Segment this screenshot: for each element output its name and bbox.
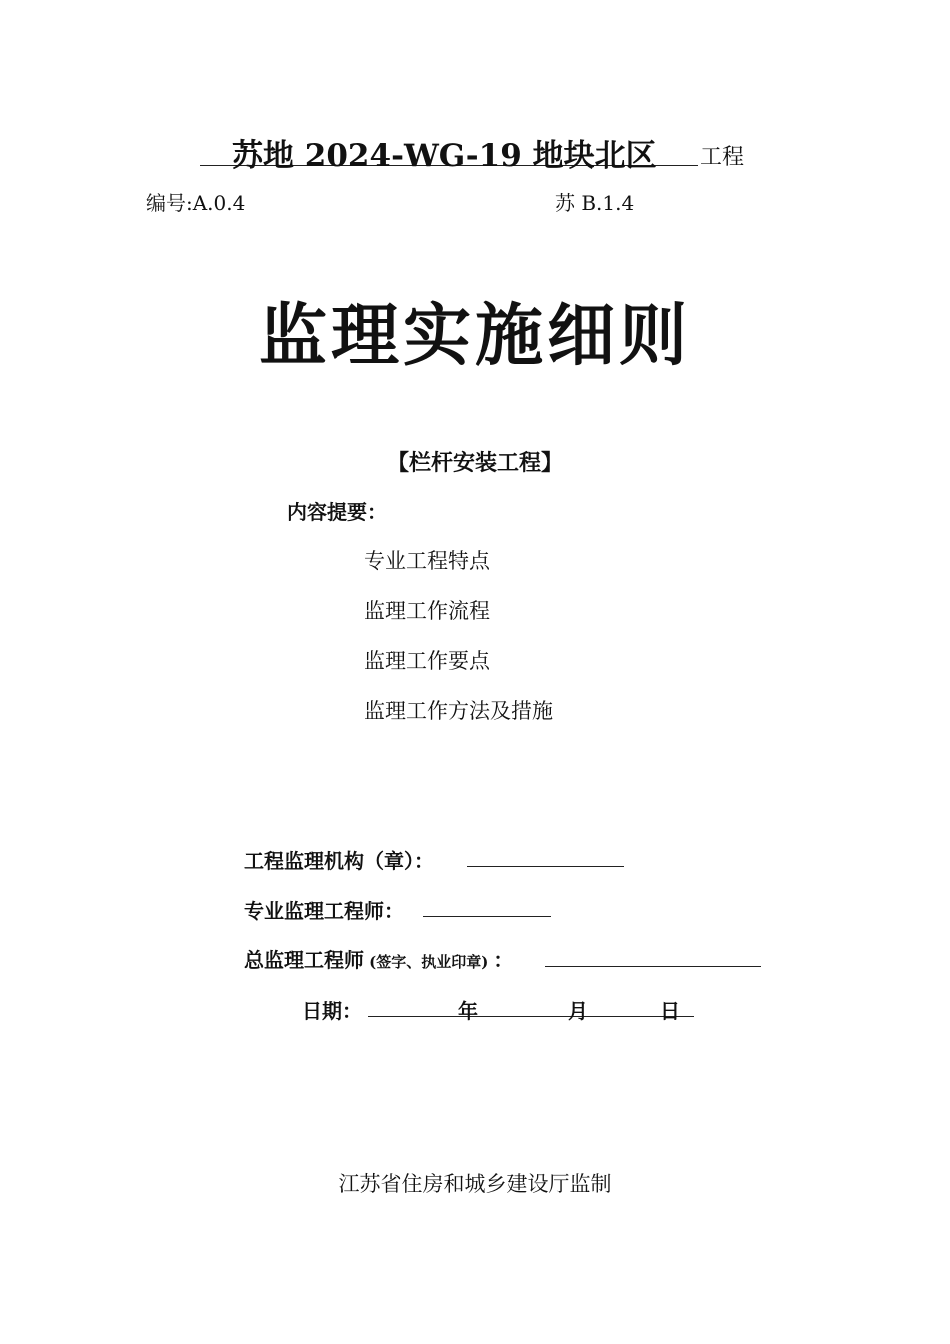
summary-label: 内容提要： [287,500,387,524]
summary-item: 专业工程特点 [364,549,490,573]
project-name: 苏地 2024-WG-19 地块北区 [232,138,657,174]
date-month: 月 [568,999,588,1023]
document-code-left: 编号:A.0.4 [146,191,246,215]
summary-item: 监理工作流程 [364,599,490,623]
document-code-right: 苏 B.1.4 [555,191,635,215]
date-day: 日 [660,999,680,1023]
supervision-org-label: 工程监理机构（章）： [244,849,434,873]
chief-engineer-field [545,966,761,967]
issuing-authority: 江苏省住房和城乡建设厅监制 [338,1172,612,1196]
document-title: 监理实施细则 [258,296,691,376]
summary-item: 监理工作方法及措施 [364,699,553,723]
chief-engineer-colon: ： [493,948,514,972]
chief-engineer-note: (签字、执业印章) [369,953,489,971]
project-suffix: 工程 [700,145,745,170]
date-year: 年 [458,999,478,1023]
date-field [368,1016,694,1017]
supervision-org-field [467,866,624,867]
summary-item: 监理工作要点 [364,649,490,673]
chief-engineer-label-group [244,944,513,973]
document-subtitle: 【栏杆安装工程】 [386,450,563,476]
chief-engineer-label: 总监理工程师 [244,948,364,972]
specialist-engineer-field [423,916,551,917]
specialist-engineer-label: 专业监理工程师： [244,899,404,923]
date-label: 日期： [302,999,362,1023]
